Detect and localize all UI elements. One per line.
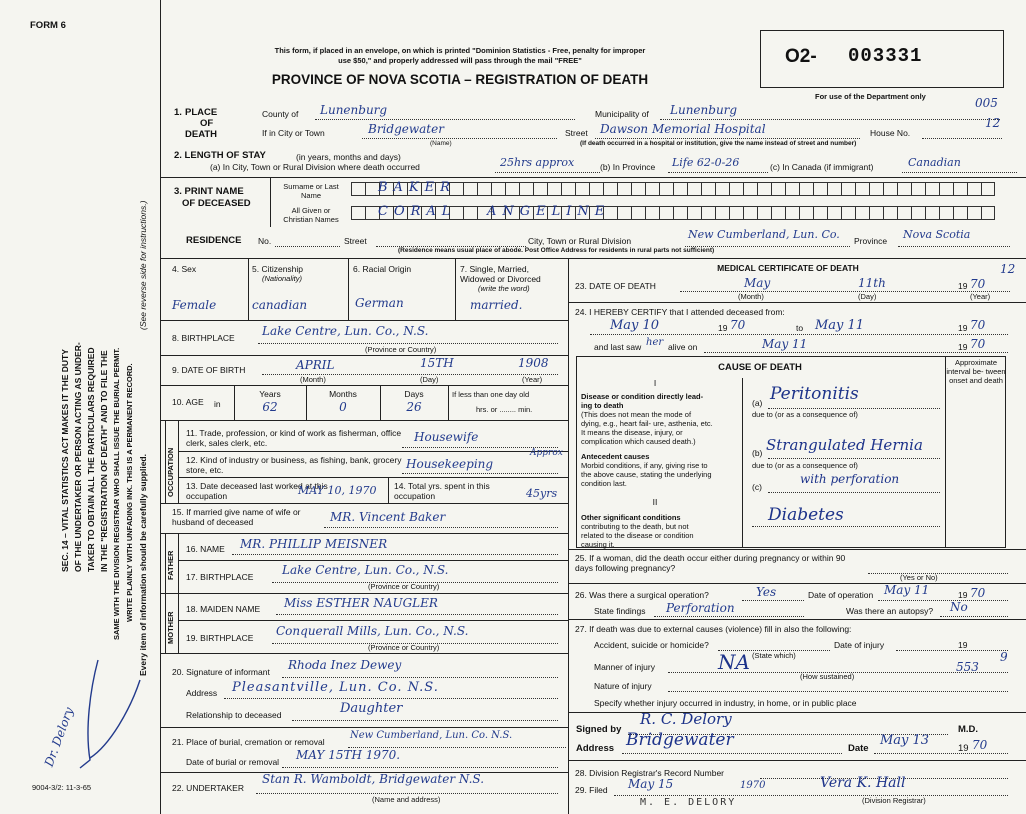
form-title: PROVINCE OF NOVA SCOTIA – REGISTRATION OF DEATH [271,72,649,87]
informant-sig-value: Rhoda Inez Dewey [288,658,402,672]
cause-c-value: with perforation [800,472,900,486]
trade-label: 11. Trade, profession, or kind of work as fisherman, office clerk, sales clerk, etc. [186,428,402,448]
stay-c-label: (c) In Canada (if immigrant) [770,162,874,172]
stay-b-value: Life 62-0-26 [672,156,740,169]
mother-maiden-value: Miss ESTHER NAUGLER [284,596,438,610]
father-caption: (Province or Country) [368,582,440,591]
record-number-label: 28. Division Registrar's Record Number [575,768,725,778]
citizenship-sub: (Nationality) [262,274,303,283]
residence-province: Nova Scotia [903,228,971,241]
margin-signature: Dr. Delory [41,705,77,769]
side-text-line4: IN THE "REGISTRATION OF DEATH" AND TO FILE THE [99,350,109,572]
informant-address-value: Pleasantville, Lun. Co. N.S. [232,680,439,695]
residence-province-label: Province [854,236,888,246]
sustained-caption: (How sustained) [800,672,855,681]
other-value: Diabetes [768,505,844,525]
injury-date-label: Date of injury [834,640,885,650]
autopsy-value: No [950,600,968,614]
findings-label: State findings [594,606,646,616]
registration-prefix: O2- [785,46,817,67]
days-label: Days [404,389,424,399]
side-text-line1: SEC. 14 – VITAL STATISTICS ACT MAKES IT THE DUTY [60,349,70,572]
side-text-line2: OF THE UNDERTAKER OR PERSON ACTING AS UNDER- [73,342,83,572]
cause-a-value: Peritonitis [770,384,859,404]
undertaker-caption: (Name and address) [372,795,441,804]
dob-month-caption: (Month) [300,375,326,384]
stay-a-value: 25hrs approx [500,156,575,169]
attend-from-prefix: 19 [718,323,728,333]
op-date-label: Date of operation [808,590,874,600]
dob-month: APRIL [296,358,335,372]
marital-value: married. [470,298,523,312]
stay-a-label: (a) In City, Town or Rural Division where death occurred [210,162,420,172]
total-years-value: 45yrs [526,487,558,500]
last-saw-year: 70 [970,337,986,351]
residence-no-label: No. [258,236,272,246]
county-value: Lunenburg [320,103,388,117]
father-side-label: FATHER [166,550,175,580]
injury-year: 19 [958,640,968,650]
last-saw-sex: her [646,337,664,348]
antecedent-label: Antecedent causes [581,452,650,461]
roman-1: I [653,378,657,388]
place-label-place: PLACE [185,107,218,118]
q26-value: Yes [756,585,777,599]
relationship-value: Daughter [340,701,403,716]
hospital-note: (If death occurred in a hospital or institution, give the name instead of street and number) [580,140,857,147]
dob-day: 15TH [420,356,454,370]
burial-date-label: Date of burial or removal [186,757,280,767]
registrar-name: Vera K. Hall [820,775,906,791]
citizenship-value: canadian [252,298,308,312]
residence-division-label: City, Town or Rural Division [528,236,632,246]
county-label: County of [262,109,299,119]
q27-label: 27. If death was due to external causes (violence) fill in also the following: [575,624,852,634]
industry-value: Housekeeping [406,457,494,471]
signed-year: 70 [972,738,988,752]
marital-label: 7. Single, Married, Widowed or Divorced [460,264,541,284]
registrar-stamp: M. E. DELORY [640,797,737,808]
header-notice-1: This form, if placed in an envelope, on which is printed "Dominion Statistics - Free, penalty for improper [274,46,646,55]
op-year: 70 [970,586,986,600]
signed-date-value: May 13 [880,733,930,748]
father-name-label: 16. NAME [186,544,225,554]
birthplace-value: Lake Centre, Lun. Co., N.S. [262,324,429,338]
dob-year: 1908 [518,356,549,370]
father-birthplace-label: 17. BIRTHPLACE [186,572,254,582]
side-text-line5: SAME WITH THE DIVISION REGISTRAR WHO SHALL ISSUE THE BURIAL PERMIT. [112,347,121,640]
certify-label: 24. I HEREBY CERTIFY that I attended deceased from: [575,307,785,317]
death-month-caption: (Month) [738,292,764,301]
burial-place-value: New Cumberland, Lun. Co. N.S. [350,730,513,741]
signed-value: R. C. Delory [640,710,732,728]
filed-value: May 15 [628,777,674,791]
spouse-label: 15. If married give name of wife or husband of deceased [172,507,301,527]
margin-scribble [60,650,150,780]
manner-value: NA [718,650,750,674]
informant-address-label: Address [186,688,218,698]
side-text-line6: WRITE PLAINLY WITH UNFADING INK. THIS IS A PERMANENT RECORD. [125,363,134,622]
q26-label: 26. Was there a surgical operation? [575,590,709,600]
medical-title: MEDICAL CERTIFICATE OF DEATH [717,263,859,273]
filed-year: 1970 [740,780,766,791]
city-value: Bridgewater [368,122,444,136]
surname-value: BAKER [378,180,456,195]
where-label: Specify whether injury occurred in industry, in home, or in public place [594,698,857,708]
age-label: 10. AGE [172,397,204,407]
code-553: 553 [956,660,979,674]
death-year-caption: (Year) [970,292,991,301]
registration-number: 003331 [848,45,923,67]
mother-maiden-label: 18. MAIDEN NAME [186,604,261,614]
alive-on-label: alive on [668,342,698,352]
footer-code: 9004-3/2: 11-3-65 [32,783,92,792]
occupation-side-label: OCCUPATION [166,447,175,497]
place-num: 1. [174,107,182,118]
death-year-prefix: 19 [958,281,968,291]
attend-from: May 10 [610,318,660,333]
op-year-prefix: 19 [958,590,968,600]
sex-value: Female [172,298,217,312]
name-label: 3. PRINT NAME [174,186,244,197]
signed-address-value: Bridgewater [626,730,734,750]
municipality-value: Lunenburg [670,103,738,117]
registrar-caption: (Division Registrar) [862,796,926,805]
other-note: contributing to the death, but not related to the disease or condition causing it. [581,522,694,549]
last-saw-prefix: 19 [958,342,968,352]
burial-date-value: MAY 15TH 1970. [296,748,401,762]
municipality-label: Municipality of [595,109,649,119]
autopsy-label: Was there an autopsy? [846,606,934,616]
racial-value: German [355,296,404,310]
hrs-min: hrs. or ........ min. [476,405,533,414]
death-day: 11th [858,276,886,290]
birthplace-caption: (Province or Country) [365,345,437,354]
industry-label: 12. Kind of industry or business, as fishing, bank, grocery store, etc. [186,455,402,475]
signed-date-label: Date [848,743,869,754]
md-label: M.D. [958,724,979,735]
less-than-day: If less than one day old [452,390,530,399]
attend-to-prefix: 19 [958,323,968,333]
header-notice-2: use $50," and properly addressed will pass through the mail "FREE" [338,56,582,65]
approx-note: Approx [530,448,563,458]
due-to-2: due to (or as a consequence of) [752,461,858,470]
age-days: 26 [406,400,422,414]
roman-2: II [652,497,658,507]
city-caption: (Name) [430,140,452,147]
city-label: If in City or Town [262,128,325,138]
age-years: 62 [262,400,278,414]
last-worked-label: 13. Date deceased last worked at this occupation [186,481,328,501]
stay-label: 2. LENGTH OF STAY [174,150,266,161]
attend-from-year: 70 [730,318,746,332]
stay-b-label: (b) In Province [600,162,656,172]
undertaker-label: 22. UNDERTAKER [172,783,244,793]
cause-title: CAUSE OF DEATH [718,362,802,373]
place-label-of: OF [200,118,214,129]
father-birthplace-value: Lake Centre, Lun. Co., N.S. [282,563,449,577]
racial-label: 6. Racial Origin [353,264,412,274]
spouse-value: MR. Vincent Baker [330,510,446,524]
disease-note: (This does not mean the mode of dying, e.g., heart fail- ure, asthenia, etc. It means the disease, injury, or complication which caused death.) [581,410,713,446]
q25-caption: (Yes or No) [900,573,938,582]
mother-birthplace-value: Conquerall Mills, Lun. Co., N.S. [276,624,469,638]
house-label: House No. [870,128,911,138]
father-name-value: MR. PHILLIP MEISNER [240,537,388,551]
department-note: For use of the Department only [815,92,926,101]
relationship-label: Relationship to deceased [186,710,282,720]
given-value-1: CORAL [378,204,457,219]
findings-value: Perforation [666,601,735,615]
q25-label: 25. If a woman, did the death occur either during pregnancy or within 90 days following pregnancy? [575,553,846,573]
accident-label: Accident, suicide or homicide? [594,640,709,650]
side-text-line7: Every item of information should be carefully supplied. [138,454,148,676]
place-label-death: DEATH [185,129,218,140]
attend-to-label: to [796,323,804,333]
surname-label: Surname or Last Name [283,182,339,200]
attend-to-year: 70 [970,318,986,332]
death-day-caption: (Day) [858,292,877,301]
form-label: FORM 6 [30,20,66,31]
street-label: Street [565,128,588,138]
residence-note: (Residence means usual place of abode. Post Office Address for residents in rural parts not sufficient) [398,247,715,254]
due-to-1: due to (or as a consequence of) [752,410,858,419]
signed-label: Signed by [576,724,622,735]
years-label: Years [259,389,281,399]
death-date-label: 23. DATE OF DEATH [575,281,656,291]
signed-address-label: Address [576,743,615,754]
death-year: 70 [970,277,986,291]
informant-sig-label: 20. Signature of informant [172,667,270,677]
residence-label: RESIDENCE [186,235,242,246]
which-caption: (State which) [752,651,796,660]
undertaker-value: Stan R. Wamboldt, Bridgewater N.S. [262,772,485,786]
given-value-2: ANGELINE [487,204,611,219]
dob-year-caption: (Year) [522,375,543,384]
age-months: 0 [339,400,347,414]
antecedent-note: Morbid conditions, if any, giving rise to the above cause, stating the underlying condition last. [581,461,712,488]
total-years-label: 14. Total yrs. spent in this occupation [394,481,490,501]
last-saw-value: May 11 [762,337,808,351]
street-value: Dawson Memorial Hospital [600,122,766,136]
months-label: Months [329,389,357,399]
manner-label: Manner of injury [594,662,655,672]
citizenship-label: 5. Citizenship [252,264,304,274]
death-month: May [744,276,771,290]
dob-day-caption: (Day) [420,375,439,384]
cause-a-label: (a) [752,398,763,408]
given-label: All Given or Christian Names [283,206,339,224]
burial-place-label: 21. Place of burial, cremation or removal [172,737,325,747]
mother-caption: (Province or Country) [368,643,440,652]
mother-side-label: MOTHER [166,611,175,644]
code-9: 9 [1000,650,1008,664]
interval-label: Approximate interval be- tween onset and death [946,358,1006,385]
dob-label: 9. DATE OF BIRTH [172,365,246,375]
code-12b: 12 [1000,262,1016,276]
other-label: Other significant conditions [581,513,681,522]
stay-units: (in years, months and days) [296,152,401,162]
stay-c-value: Canadian [908,156,961,169]
cause-c-label: (c) [752,482,762,492]
last-worked-value: MAY 10, 1970 [298,484,377,497]
code-005: 005 [975,96,998,110]
filed-label: 29. Filed [575,785,608,795]
signed-year-prefix: 19 [958,743,969,754]
cause-b-value: Strangulated Hernia [766,436,923,454]
name-label-2: OF DECEASED [182,198,251,209]
side-text-line3: TAKER TO OBTAIN ALL THE PARTICULARS REQUIRED [86,347,96,572]
side-text-line8: (See reverse side for instructions.) [138,200,148,330]
residence-division: New Cumberland, Lun. Co. [688,228,840,241]
last-saw-label: and last saw [594,342,642,352]
attend-to: May 11 [815,318,865,333]
code-12: 12 [985,116,1001,130]
trade-value: Housewife [414,430,479,444]
age-in: in [214,399,221,409]
disease-label: Disease or condition directly lead- ing to death [581,392,704,410]
marital-sub: (write the word) [478,284,530,293]
op-date-value: May 11 [884,583,930,597]
birthplace-label: 8. BIRTHPLACE [172,333,235,343]
nature-label: Nature of injury [594,681,652,691]
cause-b-label: (b) [752,448,763,458]
residence-street-label: Street [344,236,367,246]
mother-birthplace-label: 19. BIRTHPLACE [186,633,254,643]
sex-label: 4. Sex [172,264,197,274]
